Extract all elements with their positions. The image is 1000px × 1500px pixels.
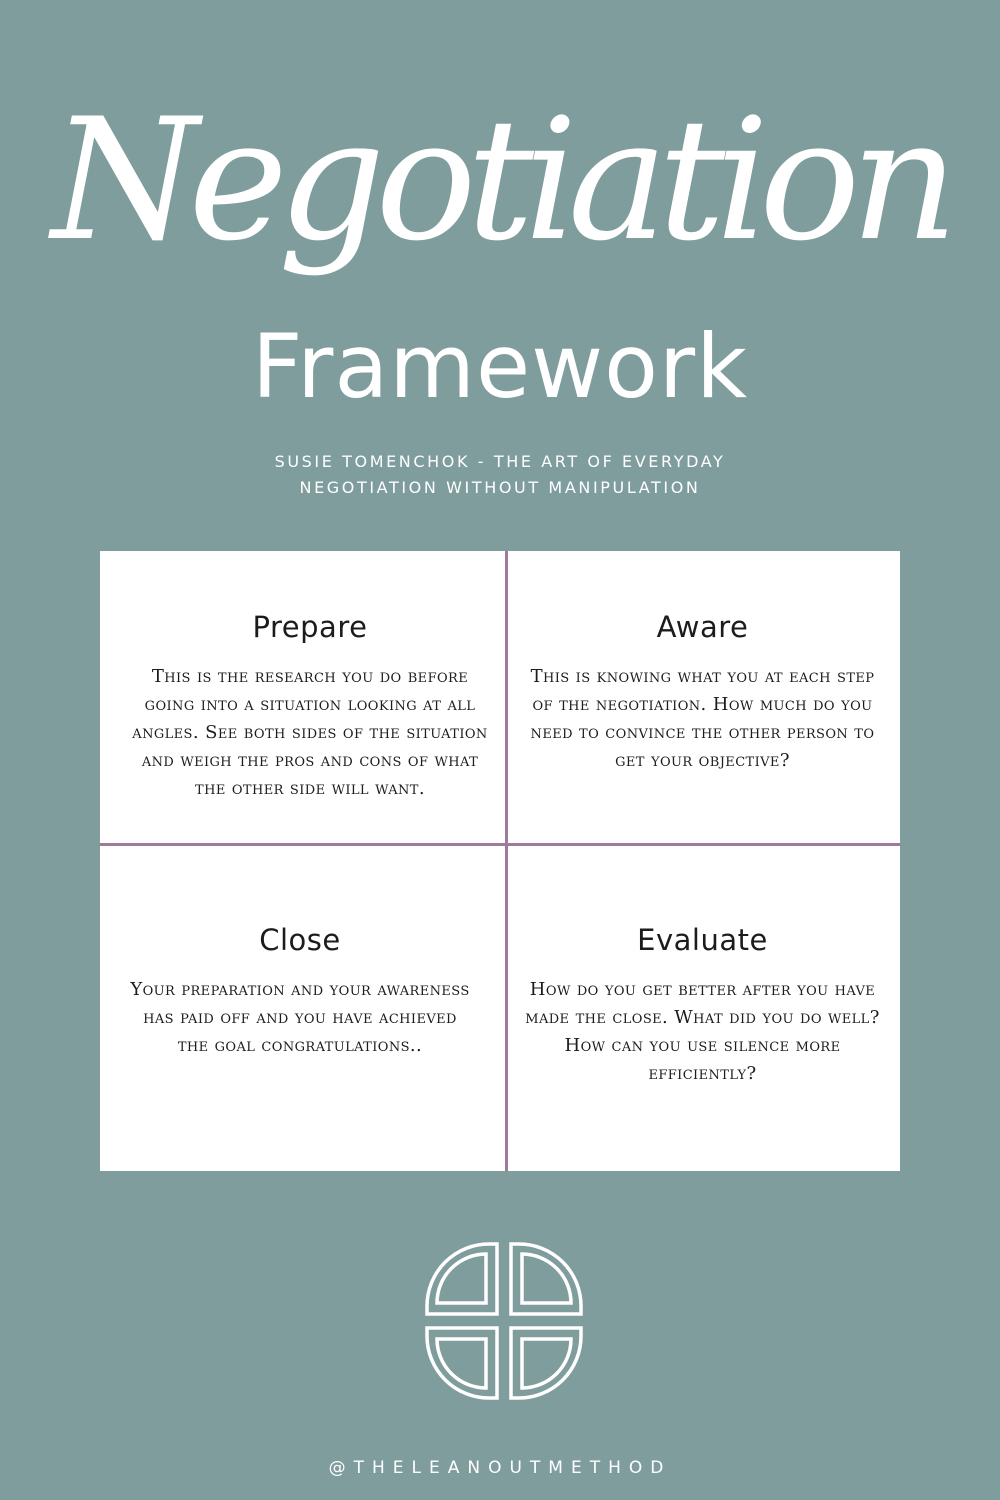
quadrant-evaluate bbox=[525, 920, 880, 1088]
main-title: Framework bbox=[251, 315, 749, 418]
quadrant-body: This is the research you do before going into a situation looking at all angles. See both sides of the situation and weigh the pros and cons of what the other side will want. bbox=[132, 666, 488, 799]
subtitle bbox=[200, 449, 800, 501]
quadrant-prepare bbox=[125, 607, 495, 803]
quadrant-title: Evaluate bbox=[637, 923, 768, 957]
social-handle: @THELEANOUTMETHOD bbox=[328, 1458, 672, 1478]
quadrant-close bbox=[125, 920, 475, 1060]
quadrant-aware bbox=[525, 607, 880, 775]
quadrant-body: How do you get better after you have made the close. What did you do well? How can you use silence more efficiently? bbox=[525, 979, 880, 1084]
quadrant-title: Prepare bbox=[252, 610, 368, 644]
quadrant-body: Your preparation and your awareness has paid off and you have achieved the goal congratulations.. bbox=[130, 979, 470, 1056]
quadrant-body: This is knowing what you at each step of the negotiation. How much do you need to convince the other person to get your objective? bbox=[530, 666, 875, 771]
four-petal-logo-icon bbox=[423, 1240, 585, 1402]
subtitle-line-2: NEGOTIATION WITHOUT MANIPULATION bbox=[299, 478, 701, 497]
subtitle-line-1: SUSIE TOMENCHOK - THE ART OF EVERYDAY bbox=[274, 452, 726, 471]
script-title: Negotiation bbox=[51, 82, 949, 278]
vertical-divider bbox=[505, 551, 508, 1171]
quadrant-title: Aware bbox=[656, 610, 749, 644]
horizontal-divider bbox=[100, 843, 900, 846]
quadrant-title: Close bbox=[259, 923, 341, 957]
